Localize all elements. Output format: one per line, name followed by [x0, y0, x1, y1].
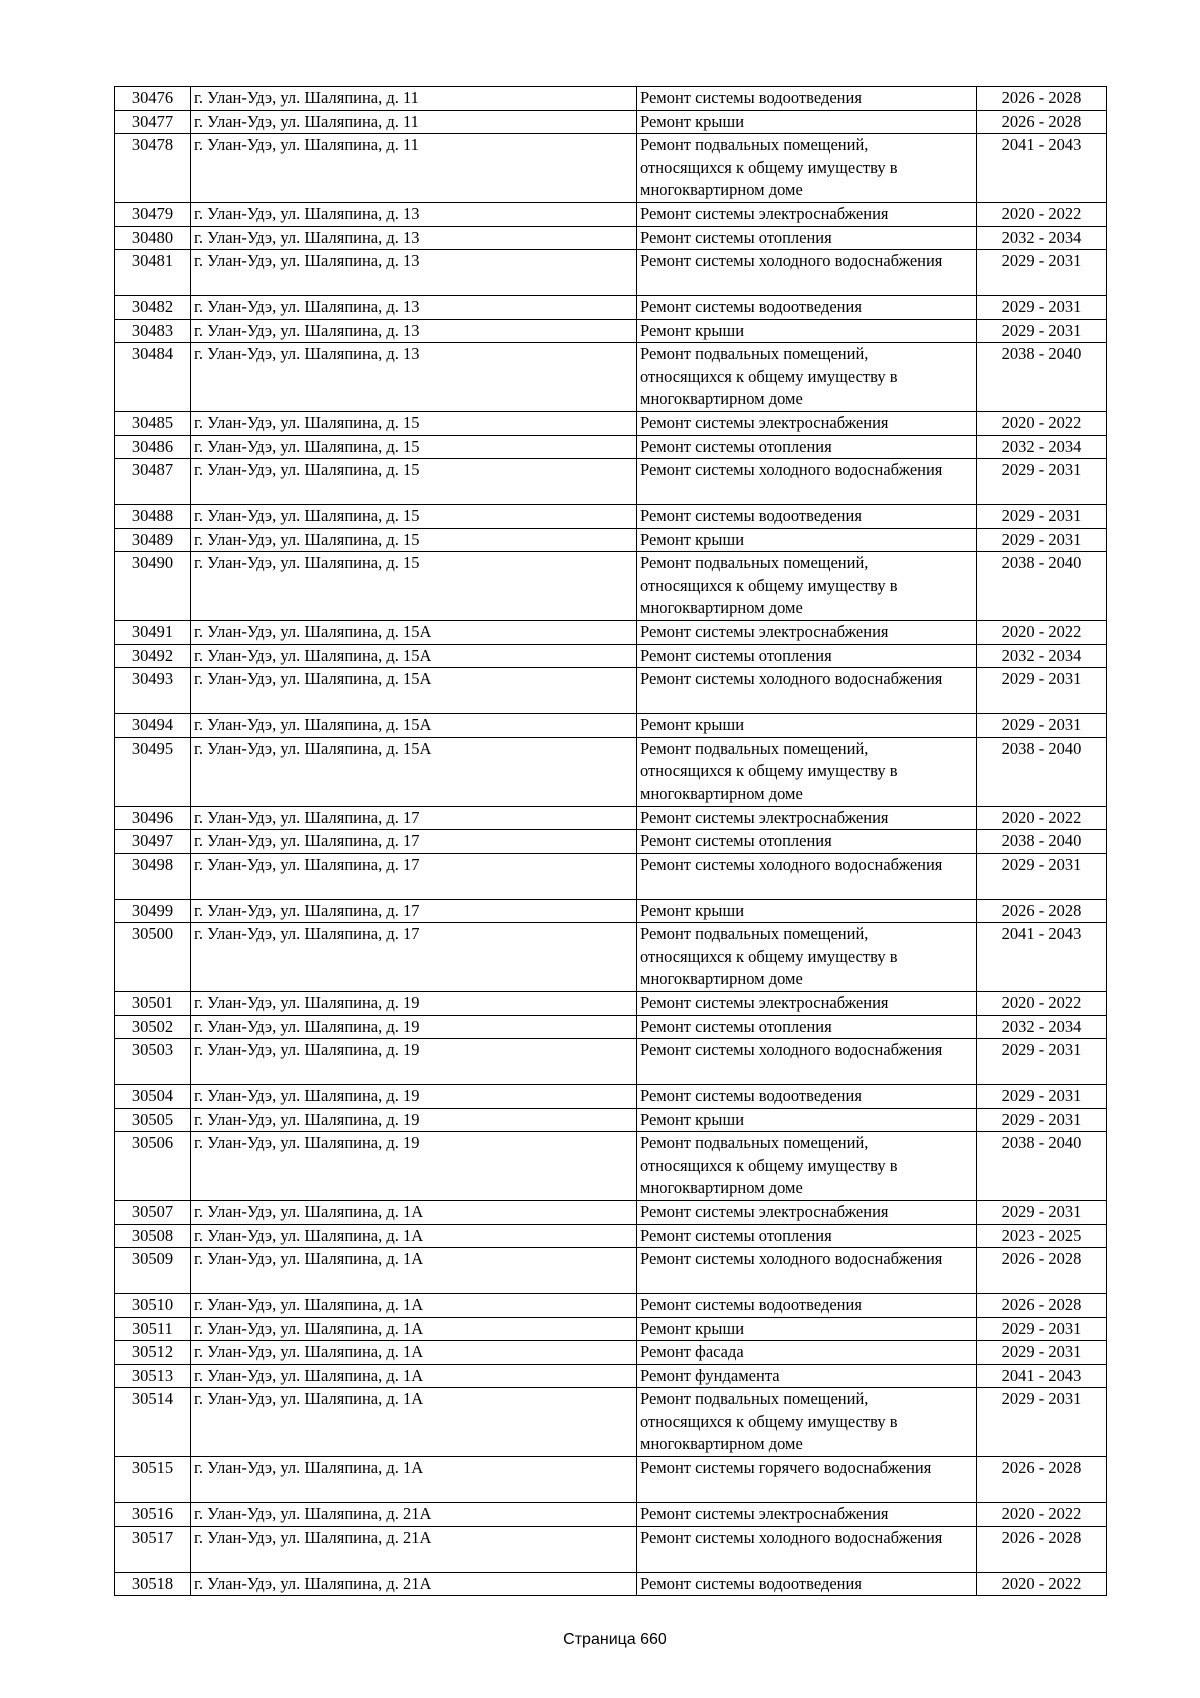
row-period: 2038 - 2040: [977, 552, 1107, 621]
row-period: 2029 - 2031: [977, 1108, 1107, 1132]
row-address: г. Улан-Удэ, ул. Шаляпина, д. 21А: [191, 1572, 637, 1596]
row-period: 2032 - 2034: [977, 1015, 1107, 1039]
row-number: 30480: [115, 226, 191, 250]
row-work-type: Ремонт подвальных помещений, относящихся к общему имуществу в многоквартирном доме: [637, 923, 977, 992]
row-number: 30517: [115, 1526, 191, 1572]
row-address: г. Улан-Удэ, ул. Шаляпина, д. 15: [191, 528, 637, 552]
row-work-type: Ремонт системы водоотведения: [637, 87, 977, 111]
row-work-type: Ремонт системы отопления: [637, 644, 977, 668]
row-work-type: Ремонт системы отопления: [637, 1015, 977, 1039]
row-work-type: Ремонт подвальных помещений, относящихся к общему имуществу в многоквартирном доме: [637, 552, 977, 621]
row-number: 30483: [115, 319, 191, 343]
row-number: 30484: [115, 343, 191, 412]
row-address: г. Улан-Удэ, ул. Шаляпина, д. 1А: [191, 1364, 637, 1388]
row-address: г. Улан-Удэ, ул. Шаляпина, д. 19: [191, 1085, 637, 1109]
row-address: г. Улан-Удэ, ул. Шаляпина, д. 17: [191, 923, 637, 992]
row-period: 2020 - 2022: [977, 203, 1107, 227]
row-work-type: Ремонт системы водоотведения: [637, 1294, 977, 1318]
row-work-type: Ремонт системы электроснабжения: [637, 621, 977, 645]
row-address: г. Улан-Удэ, ул. Шаляпина, д. 11: [191, 134, 637, 203]
row-work-type: Ремонт системы электроснабжения: [637, 203, 977, 227]
row-number: 30495: [115, 737, 191, 806]
row-work-type: Ремонт системы отопления: [637, 1224, 977, 1248]
row-number: 30500: [115, 923, 191, 992]
row-address: г. Улан-Удэ, ул. Шаляпина, д. 15А: [191, 621, 637, 645]
row-period: 2020 - 2022: [977, 1503, 1107, 1527]
row-period: 2020 - 2022: [977, 412, 1107, 436]
row-address: г. Улан-Удэ, ул. Шаляпина, д. 21А: [191, 1503, 637, 1527]
row-number: 30503: [115, 1039, 191, 1085]
row-period: 2038 - 2040: [977, 343, 1107, 412]
row-address: г. Улан-Удэ, ул. Шаляпина, д. 15А: [191, 714, 637, 738]
table-row: [115, 319, 1107, 343]
row-work-type: Ремонт системы холодного водоснабжения: [637, 853, 977, 899]
row-period: 2020 - 2022: [977, 1572, 1107, 1596]
table-row: [115, 435, 1107, 459]
row-period: 2029 - 2031: [977, 528, 1107, 552]
table-row: [115, 1132, 1107, 1201]
row-number: 30488: [115, 505, 191, 529]
row-address: г. Улан-Удэ, ул. Шаляпина, д. 15: [191, 412, 637, 436]
table-row: [115, 1526, 1107, 1572]
row-period: 2020 - 2022: [977, 992, 1107, 1016]
row-period: 2038 - 2040: [977, 737, 1107, 806]
row-period: 2029 - 2031: [977, 250, 1107, 296]
row-work-type: Ремонт системы водоотведения: [637, 296, 977, 320]
row-work-type: Ремонт системы водоотведения: [637, 1085, 977, 1109]
row-address: г. Улан-Удэ, ул. Шаляпина, д. 13: [191, 250, 637, 296]
table-row: [115, 853, 1107, 899]
row-work-type: Ремонт системы холодного водоснабжения: [637, 668, 977, 714]
row-address: г. Улан-Удэ, ул. Шаляпина, д. 1А: [191, 1457, 637, 1503]
row-work-type: Ремонт подвальных помещений, относящихся к общему имуществу в многоквартирном доме: [637, 343, 977, 412]
row-work-type: Ремонт системы отопления: [637, 226, 977, 250]
row-period: 2041 - 2043: [977, 1364, 1107, 1388]
table-row: [115, 1039, 1107, 1085]
repair-schedule-table: [114, 86, 1107, 1596]
row-number: 30492: [115, 644, 191, 668]
row-work-type: Ремонт системы электроснабжения: [637, 412, 977, 436]
row-period: 2029 - 2031: [977, 853, 1107, 899]
row-number: 30497: [115, 830, 191, 854]
table-row: [115, 899, 1107, 923]
row-address: г. Улан-Удэ, ул. Шаляпина, д. 1А: [191, 1388, 637, 1457]
table-row: [115, 528, 1107, 552]
row-number: 30516: [115, 1503, 191, 1527]
row-period: 2029 - 2031: [977, 1085, 1107, 1109]
row-period: 2029 - 2031: [977, 459, 1107, 505]
table-row: [115, 1457, 1107, 1503]
table-row: [115, 1224, 1107, 1248]
table-row: [115, 1201, 1107, 1225]
row-number: 30489: [115, 528, 191, 552]
row-period: 2029 - 2031: [977, 296, 1107, 320]
row-address: г. Улан-Удэ, ул. Шаляпина, д. 1А: [191, 1201, 637, 1225]
row-work-type: Ремонт системы водоотведения: [637, 505, 977, 529]
table-row: [115, 203, 1107, 227]
table-row: [115, 1364, 1107, 1388]
row-address: г. Улан-Удэ, ул. Шаляпина, д. 15А: [191, 737, 637, 806]
table-row: [115, 296, 1107, 320]
page-number: Страница 660: [563, 1631, 667, 1648]
table-row: [115, 644, 1107, 668]
row-work-type: Ремонт системы холодного водоснабжения: [637, 1526, 977, 1572]
row-number: 30487: [115, 459, 191, 505]
row-number: 30478: [115, 134, 191, 203]
row-number: 30494: [115, 714, 191, 738]
row-work-type: Ремонт системы электроснабжения: [637, 1503, 977, 1527]
row-number: 30496: [115, 806, 191, 830]
row-address: г. Улан-Удэ, ул. Шаляпина, д. 11: [191, 87, 637, 111]
row-address: г. Улан-Удэ, ул. Шаляпина, д. 13: [191, 319, 637, 343]
row-address: г. Улан-Удэ, ул. Шаляпина, д. 15: [191, 459, 637, 505]
row-work-type: Ремонт крыши: [637, 899, 977, 923]
table-row: [115, 830, 1107, 854]
row-work-type: Ремонт подвальных помещений, относящихся к общему имуществу в многоквартирном доме: [637, 737, 977, 806]
table-row: [115, 87, 1107, 111]
table-row: [115, 459, 1107, 505]
row-work-type: Ремонт системы холодного водоснабжения: [637, 1039, 977, 1085]
row-period: 2026 - 2028: [977, 110, 1107, 134]
row-work-type: Ремонт крыши: [637, 714, 977, 738]
row-address: г. Улан-Удэ, ул. Шаляпина, д. 13: [191, 226, 637, 250]
row-work-type: Ремонт системы горячего водоснабжения: [637, 1457, 977, 1503]
row-number: 30477: [115, 110, 191, 134]
table-row: [115, 134, 1107, 203]
table-row: [115, 1341, 1107, 1365]
row-period: 2041 - 2043: [977, 923, 1107, 992]
row-number: 30507: [115, 1201, 191, 1225]
row-address: г. Улан-Удэ, ул. Шаляпина, д. 19: [191, 992, 637, 1016]
row-number: 30515: [115, 1457, 191, 1503]
row-number: 30506: [115, 1132, 191, 1201]
row-address: г. Улан-Удэ, ул. Шаляпина, д. 17: [191, 830, 637, 854]
row-number: 30485: [115, 412, 191, 436]
row-work-type: Ремонт системы отопления: [637, 830, 977, 854]
table-row: [115, 250, 1107, 296]
row-period: 2020 - 2022: [977, 806, 1107, 830]
row-period: 2029 - 2031: [977, 1039, 1107, 1085]
row-address: г. Улан-Удэ, ул. Шаляпина, д. 19: [191, 1039, 637, 1085]
row-work-type: Ремонт подвальных помещений, относящихся к общему имуществу в многоквартирном доме: [637, 1132, 977, 1201]
row-number: 30504: [115, 1085, 191, 1109]
row-work-type: Ремонт подвальных помещений, относящихся к общему имуществу в многоквартирном доме: [637, 1388, 977, 1457]
row-work-type: Ремонт крыши: [637, 319, 977, 343]
row-period: 2029 - 2031: [977, 1201, 1107, 1225]
row-number: 30518: [115, 1572, 191, 1596]
table-row: [115, 1248, 1107, 1294]
row-address: г. Улан-Удэ, ул. Шаляпина, д. 13: [191, 296, 637, 320]
row-number: 30514: [115, 1388, 191, 1457]
table-body: [115, 87, 1107, 1596]
row-period: 2029 - 2031: [977, 668, 1107, 714]
table-row: [115, 1317, 1107, 1341]
row-number: 30498: [115, 853, 191, 899]
row-work-type: Ремонт крыши: [637, 528, 977, 552]
row-address: г. Улан-Удэ, ул. Шаляпина, д. 21А: [191, 1526, 637, 1572]
row-period: 2026 - 2028: [977, 1526, 1107, 1572]
row-work-type: Ремонт крыши: [637, 1317, 977, 1341]
table-row: [115, 1294, 1107, 1318]
row-address: г. Улан-Удэ, ул. Шаляпина, д. 1А: [191, 1224, 637, 1248]
row-number: 30505: [115, 1108, 191, 1132]
row-number: 30510: [115, 1294, 191, 1318]
row-period: 2032 - 2034: [977, 644, 1107, 668]
row-number: 30509: [115, 1248, 191, 1294]
row-period: 2026 - 2028: [977, 1457, 1107, 1503]
row-work-type: Ремонт системы холодного водоснабжения: [637, 250, 977, 296]
row-number: 30501: [115, 992, 191, 1016]
row-work-type: Ремонт системы холодного водоснабжения: [637, 1248, 977, 1294]
row-period: 2020 - 2022: [977, 621, 1107, 645]
row-address: г. Улан-Удэ, ул. Шаляпина, д. 17: [191, 853, 637, 899]
table-row: [115, 1085, 1107, 1109]
row-number: 30490: [115, 552, 191, 621]
row-number: 30499: [115, 899, 191, 923]
row-work-type: Ремонт подвальных помещений, относящихся к общему имуществу в многоквартирном доме: [637, 134, 977, 203]
row-work-type: Ремонт крыши: [637, 110, 977, 134]
table-row: [115, 714, 1107, 738]
row-address: г. Улан-Удэ, ул. Шаляпина, д. 13: [191, 343, 637, 412]
row-period: 2032 - 2034: [977, 435, 1107, 459]
row-address: г. Улан-Удэ, ул. Шаляпина, д. 15: [191, 505, 637, 529]
row-work-type: Ремонт системы отопления: [637, 435, 977, 459]
table-row: [115, 343, 1107, 412]
row-address: г. Улан-Удэ, ул. Шаляпина, д. 15А: [191, 644, 637, 668]
row-period: 2029 - 2031: [977, 505, 1107, 529]
row-period: 2026 - 2028: [977, 87, 1107, 111]
table-row: [115, 1108, 1107, 1132]
row-number: 30512: [115, 1341, 191, 1365]
row-period: 2032 - 2034: [977, 226, 1107, 250]
row-address: г. Улан-Удэ, ул. Шаляпина, д. 19: [191, 1015, 637, 1039]
row-period: 2023 - 2025: [977, 1224, 1107, 1248]
row-number: 30511: [115, 1317, 191, 1341]
table-row: [115, 737, 1107, 806]
row-work-type: Ремонт системы электроснабжения: [637, 992, 977, 1016]
table-row: [115, 1503, 1107, 1527]
table-row: [115, 505, 1107, 529]
row-number: 30513: [115, 1364, 191, 1388]
row-address: г. Улан-Удэ, ул. Шаляпина, д. 17: [191, 806, 637, 830]
row-work-type: Ремонт системы электроснабжения: [637, 806, 977, 830]
row-number: 30508: [115, 1224, 191, 1248]
table-row: [115, 226, 1107, 250]
row-period: 2038 - 2040: [977, 830, 1107, 854]
row-address: г. Улан-Удэ, ул. Шаляпина, д. 13: [191, 203, 637, 227]
row-number: 30481: [115, 250, 191, 296]
row-address: г. Улан-Удэ, ул. Шаляпина, д. 15А: [191, 668, 637, 714]
row-number: 30476: [115, 87, 191, 111]
table-row: [115, 806, 1107, 830]
table-row: [115, 412, 1107, 436]
row-number: 30502: [115, 1015, 191, 1039]
row-period: 2029 - 2031: [977, 1317, 1107, 1341]
row-address: г. Улан-Удэ, ул. Шаляпина, д. 11: [191, 110, 637, 134]
row-work-type: Ремонт фундамента: [637, 1364, 977, 1388]
table-row: [115, 621, 1107, 645]
row-address: г. Улан-Удэ, ул. Шаляпина, д. 15: [191, 435, 637, 459]
row-work-type: Ремонт крыши: [637, 1108, 977, 1132]
table-row: [115, 923, 1107, 992]
table-row: [115, 552, 1107, 621]
row-work-type: Ремонт системы холодного водоснабжения: [637, 459, 977, 505]
row-address: г. Улан-Удэ, ул. Шаляпина, д. 15: [191, 552, 637, 621]
row-period: 2029 - 2031: [977, 319, 1107, 343]
row-period: 2026 - 2028: [977, 1294, 1107, 1318]
table-row: [115, 110, 1107, 134]
row-work-type: Ремонт системы электроснабжения: [637, 1201, 977, 1225]
row-period: 2041 - 2043: [977, 134, 1107, 203]
row-work-type: Ремонт системы водоотведения: [637, 1572, 977, 1596]
row-address: г. Улан-Удэ, ул. Шаляпина, д. 1А: [191, 1248, 637, 1294]
row-period: 2029 - 2031: [977, 1388, 1107, 1457]
row-number: 30491: [115, 621, 191, 645]
table-row: [115, 1388, 1107, 1457]
row-address: г. Улан-Удэ, ул. Шаляпина, д. 19: [191, 1108, 637, 1132]
row-address: г. Улан-Удэ, ул. Шаляпина, д. 17: [191, 899, 637, 923]
row-period: 2029 - 2031: [977, 714, 1107, 738]
row-number: 30479: [115, 203, 191, 227]
table-row: [115, 668, 1107, 714]
row-period: 2026 - 2028: [977, 1248, 1107, 1294]
row-number: 30493: [115, 668, 191, 714]
row-period: 2026 - 2028: [977, 899, 1107, 923]
row-number: 30486: [115, 435, 191, 459]
row-address: г. Улан-Удэ, ул. Шаляпина, д. 19: [191, 1132, 637, 1201]
table-row: [115, 1015, 1107, 1039]
row-address: г. Улан-Удэ, ул. Шаляпина, д. 1А: [191, 1341, 637, 1365]
row-period: 2038 - 2040: [977, 1132, 1107, 1201]
row-period: 2029 - 2031: [977, 1341, 1107, 1365]
table-row: [115, 1572, 1107, 1596]
row-number: 30482: [115, 296, 191, 320]
table-row: [115, 992, 1107, 1016]
row-work-type: Ремонт фасада: [637, 1341, 977, 1365]
row-address: г. Улан-Удэ, ул. Шаляпина, д. 1А: [191, 1294, 637, 1318]
row-address: г. Улан-Удэ, ул. Шаляпина, д. 1А: [191, 1317, 637, 1341]
